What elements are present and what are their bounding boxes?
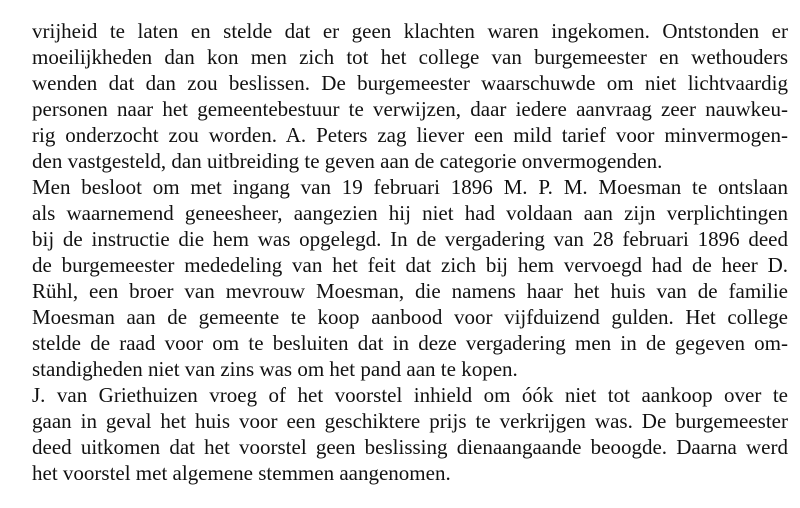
text-line: personen naar het gemeentebestuur te verwijzen, daar iedere aanvraag zeer nauwkeu- bbox=[32, 97, 788, 121]
text-line: Men besloot om met ingang van 19 februari 1896 M. P. M. Moesman te ontslaan bbox=[32, 175, 788, 199]
text-line: wenden dat dan zou beslissen. De burgemeester waarschuwde om niet lichtvaardig bbox=[32, 71, 788, 95]
text-line: standigheden niet van zins was om het pand aan te kopen. bbox=[32, 357, 518, 381]
paragraph bbox=[32, 382, 788, 486]
text-line: als waarnemend geneesheer, aangezien hij niet had voldaan aan zijn verplichtingen bbox=[32, 201, 788, 225]
paragraph bbox=[32, 18, 788, 174]
paragraph bbox=[32, 174, 788, 382]
text-line: Moesman aan de gemeente te koop aanbood voor vijfduizend gulden. Het college bbox=[32, 305, 788, 329]
text-line: J. van Griethuizen vroeg of het voorstel inhield om óók niet tot aankoop over te bbox=[32, 383, 788, 407]
text-line: vrijheid te laten en stelde dat er geen klachten waren ingekomen. Ontstonden er bbox=[32, 19, 788, 43]
text-line: het voorstel met algemene stemmen aangenomen. bbox=[32, 461, 451, 485]
text-line: de burgemeester mededeling van het feit dat zich bij hem vervoegd had de heer D. bbox=[32, 253, 788, 277]
text-line: moeilijkheden dan kon men zich tot het college van burgemeester en wethouders bbox=[32, 45, 788, 69]
text-line: deed uitkomen dat het voorstel geen beslissing dienaangaande beoogde. Daarna werd bbox=[32, 435, 788, 459]
text-line: Rühl, een broer van mevrouw Moesman, die namens haar het huis van de familie bbox=[32, 279, 788, 303]
text-line: stelde de raad voor om te besluiten dat in deze vergadering men in de gegeven om- bbox=[32, 331, 788, 355]
text-line: bij de instructie die hem was opgelegd. In de vergadering van 28 februari 1896 deed bbox=[32, 227, 788, 251]
text-line: gaan in geval het huis voor een geschiktere prijs te verkrijgen was. De burgemeester bbox=[32, 409, 788, 433]
text-line: den vastgesteld, dan uitbreiding te geven aan de categorie onvermogenden. bbox=[32, 149, 663, 173]
text-line: rig onderzocht zou worden. A. Peters zag liever een mild tarief voor minvermogen- bbox=[32, 123, 788, 147]
